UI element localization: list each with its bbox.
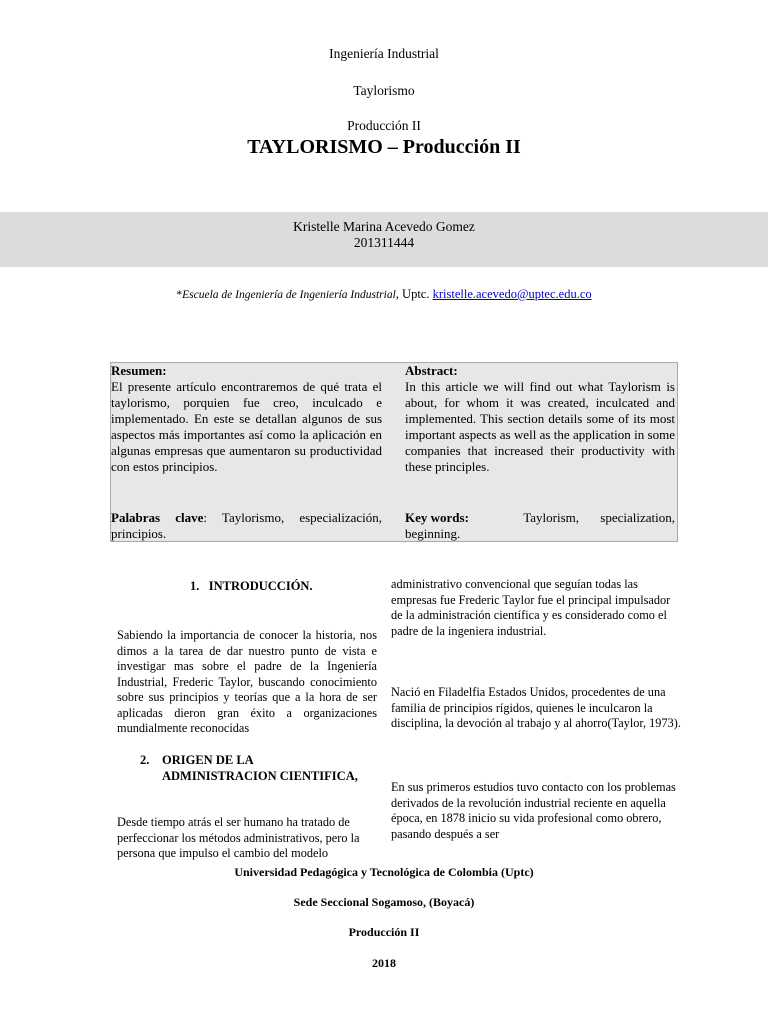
header-line-2: Taylorismo (353, 83, 415, 98)
resumen-block (111, 363, 382, 475)
footer-year: 2018 (372, 956, 396, 970)
resumen-keywords-text: : Taylorismo, especialización, principios. (111, 510, 382, 541)
resumen-keywords (111, 510, 382, 542)
abstract-block (405, 363, 675, 475)
abstract-heading: Abstract: (405, 363, 458, 378)
origen-number: 2. (140, 753, 150, 767)
footer-university: Universidad Pedagógica y Tecnológica de Colombia (Uptc) (234, 865, 534, 879)
abstract-keywords-label: Key words: (405, 510, 469, 525)
abstract-keywords-text-1: Taylorism, specialization, (523, 510, 675, 525)
resumen-text: El presente artículo encontraremos de qué trata el taylorismo, porquien fue creo, inculcado e implementado. En este se detallan algunos de sus aspectos más importantes así como la aplicación en algunas empresas que aumentaron su productividad con estos principios. (111, 379, 382, 474)
intro-heading: 1. INTRODUCCIÓN. (190, 579, 313, 593)
intro-text: Sabiendo la importancia de conocer la historia, nos dimos a la tarea de dar nuestro punto de vista e investigar mas sobre el padre de la Ingeniería Industrial, Frederic Taylor, buscando conocimiento sobre sus principios y teorías que a la hora de ser aplicadas dieron gran éxito a organizaciones mundialmente reconocidas (117, 628, 377, 735)
affiliation-marker: * (176, 289, 183, 301)
resumen-heading: Resumen: (111, 363, 167, 378)
author-name: Kristelle Marina Acevedo Gomez (293, 219, 475, 234)
affiliation (0, 287, 768, 302)
page-title: TAYLORISMO – Producción II (247, 136, 521, 158)
header-line-1: Ingeniería Industrial (329, 46, 439, 61)
right-paragraph-1: administrativo convencional que seguían todas las empresas fue Frederic Taylor fue el principal impulsador de la administración científica y es considerado como el padre de la ingeniera industrial. (391, 577, 671, 638)
header-line-3: Producción II (347, 118, 421, 133)
origen-text: Desde tiempo atrás el ser humano ha tratado de perfeccionar los métodos administrativos, pero la persona que impulso el cambio del modelo (117, 815, 360, 860)
abstract-keywords-text-2: beginning. (405, 526, 461, 541)
abstract-text: In this article we will find out what Taylorism is about, for whom it was created, inculcated and implemented. This section details some of its most important aspects as well as the application in some companies that increased their productivity with these principles. (405, 379, 675, 474)
affiliation-separator: , Uptc. (395, 287, 433, 301)
right-paragraph-2: Nació en Filadelfia Estados Unidos, procedentes de una familia de principios rígidos, quienes le inculcaron la disciplina, la devoción al trabajo y al ahorro(Taylor, 1973). (391, 685, 681, 730)
origen-heading-line-1: ORIGEN DE LA (162, 753, 254, 767)
author-id: 201311444 (353, 235, 415, 250)
origen-heading-line-2: ADMINISTRACION CIENTIFICA, (162, 769, 358, 783)
author-email-link[interactable]: kristelle.acevedo@uptec.edu.co (432, 287, 592, 301)
right-paragraph-3: En sus primeros estudios tuvo contacto con los problemas derivados de la revolución industrial reciente en aquella época, en 1878 inicio su vida profesional como obrero, pasando después a ser (391, 780, 676, 841)
abstract-keywords (405, 510, 675, 542)
footer-sede: Sede Seccional Sogamoso, (Boyacá) (293, 895, 475, 909)
footer-course: Producción II (348, 925, 420, 939)
affiliation-school: Escuela de Ingeniería de Ingeniería Industrial (182, 289, 396, 301)
resumen-keywords-label: Palabras clave (111, 510, 204, 525)
